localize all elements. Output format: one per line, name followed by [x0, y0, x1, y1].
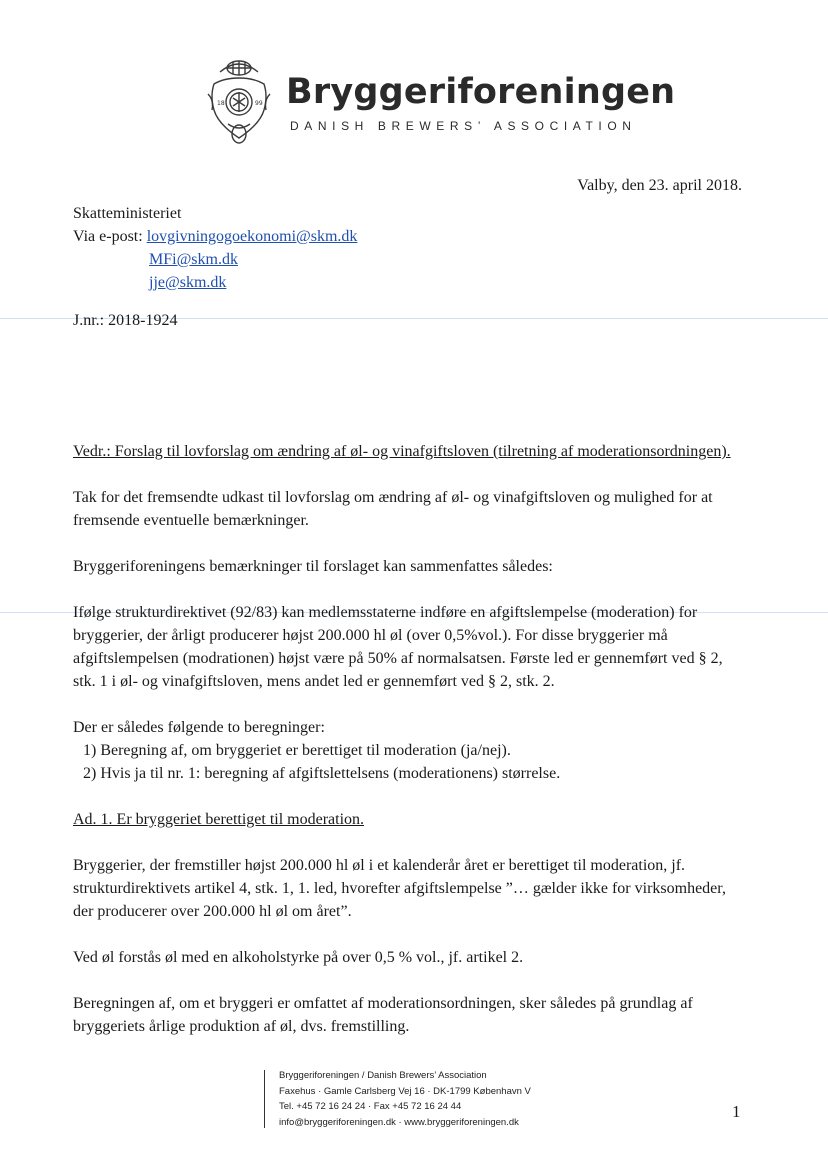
svg-text:99: 99: [255, 100, 263, 107]
email-link-jje[interactable]: jje@skm.dk: [149, 274, 227, 291]
recipient-email-row: [73, 225, 357, 248]
recipient-block: [73, 202, 357, 294]
footer-phone: Tel. +45 72 16 24 24 · Fax +45 72 16 24 44: [279, 1101, 462, 1112]
svg-text:18: 18: [217, 100, 225, 107]
paragraph-directive: Ifølge strukturdirektivet (92/83) kan medlemsstaterne indføre en afgiftslempelse (moderation) for bryggerier, der årligt producerer højst 200.000 hl øl (over 0,5%vol.). For disse bryggerier må afgiftslempelsen (modrationen) højst være på 50% af normalsatsen. Første led er gennemført ved § 2, stk. 1 i øl- og vinafgiftsloven, mens andet led er gennemført ved § 2, stk. 2.: [73, 604, 723, 690]
email-link-lovgivning[interactable]: lovgivningogoekonomi@skm.dk: [146, 228, 358, 245]
section-heading: Ad. 1. Er bryggeriet berettiget til moderation.: [73, 811, 365, 828]
paragraph-intro: Tak for det fremsendte udkast til lovforslag om ændring af øl- og vinafgiftsloven og mulighed for at fremsende eventuelle bemærkninger.: [73, 489, 713, 529]
list-item: 1) Beregning af, om bryggeriet er berettiget til moderation (ja/nej).: [83, 742, 511, 759]
page-number: 1: [732, 1102, 741, 1121]
recipient-name: Skatteministeriet: [73, 205, 182, 222]
footer-divider: [264, 1070, 265, 1128]
crest-logo-icon: [204, 54, 274, 146]
journal-number: J.nr.: 2018-1924: [73, 312, 178, 329]
recipient-email-row: [73, 271, 357, 294]
calculation-list: [73, 716, 745, 785]
via-label: Via e-post:: [73, 228, 143, 245]
paragraph-definition: Ved øl forstås øl med en alkoholstyrke på over 0,5 % vol., jf. artikel 2.: [73, 949, 524, 966]
subject-line: Vedr.: Forslag til lovforslag om ændring af øl- og vinafgiftsloven (tilretning af moderationsordningen).: [73, 443, 731, 460]
list-item: 2) Hvis ja til nr. 1: beregning af afgiftslettelsens (moderationens) størrelse.: [83, 765, 561, 782]
brand-tagline: DANISH BREWERS’ ASSOCIATION: [290, 119, 637, 133]
recipient-email-row: [73, 248, 357, 271]
paragraph-eligibility: Bryggerier, der fremstiller højst 200.000 hl øl i et kalenderår året er berettiget til moderation, jf. strukturdirektivets artikel 4, stk. 1, 1. led, hvorefter afgiftslempelse ”… gælder ikke for virksomheder, der producerer over 200.000 hl øl om året”.: [73, 857, 726, 920]
list-intro: Der er således følgende to beregninger:: [73, 719, 325, 736]
paragraph-basis: Beregningen af, om et bryggeri er omfattet af moderationsordningen, sker således på grundlag af bryggeriets årlige produktion af øl, dvs. fremstilling.: [73, 995, 693, 1035]
paragraph-summary: Bryggeriforeningens bemærkninger til forslaget kan sammenfattes således:: [73, 558, 553, 575]
letter-body: [73, 440, 745, 1061]
footer-org: Bryggeriforeningen / Danish Brewers’ Association: [279, 1070, 487, 1081]
footer-web: info@bryggeriforeningen.dk · www.bryggeriforeningen.dk: [279, 1116, 519, 1128]
footer-address: [279, 1068, 531, 1130]
letter-date: Valby, den 23. april 2018.: [577, 177, 742, 194]
brand-name: Bryggeriforeningen: [286, 72, 676, 112]
footer-address-line: Faxehus · Gamle Carlsberg Vej 16 · DK-1799 København V: [279, 1085, 531, 1097]
email-link-mfi[interactable]: MFi@skm.dk: [149, 251, 238, 268]
